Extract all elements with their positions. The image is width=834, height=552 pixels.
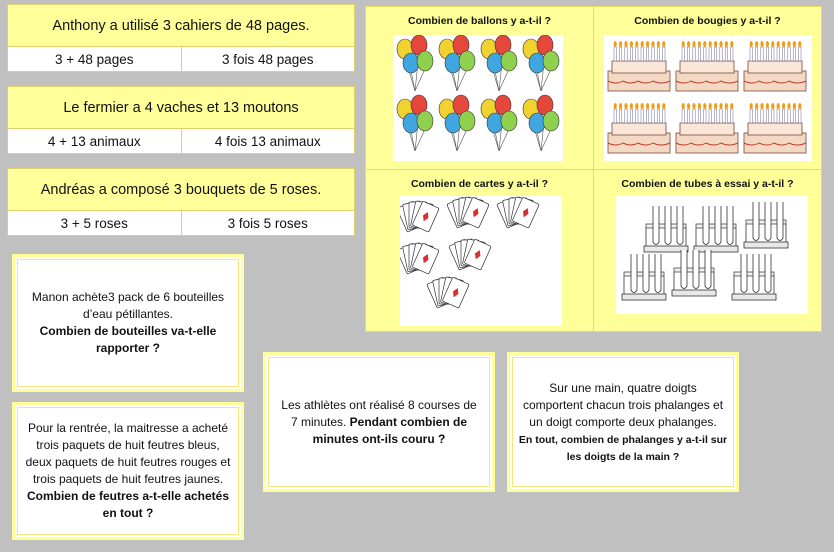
option-multiplication[interactable]: 3 fois 48 pages (181, 47, 355, 71)
playing-cards-icon (497, 197, 539, 228)
playing-cards-icon (449, 239, 491, 270)
birthday-cake-icon (676, 41, 738, 91)
birthday-cake-icon (744, 41, 806, 91)
balloons-picture (393, 35, 563, 161)
cell-balloons (366, 7, 593, 169)
test-tube-rack-icon (644, 206, 688, 252)
problem-text: Manon achète3 pack de 6 bouteilles d’eau pétillantes. (31, 290, 225, 321)
choice-question: Andréas a composé 3 bouquets de 5 roses. (8, 169, 354, 211)
problem-card-feutres (12, 402, 244, 540)
problem-question: Pendant combien de minutes ont-ils couru ? (312, 414, 468, 446)
balloon-group-icon (439, 35, 475, 91)
option-multiplication[interactable]: 3 fois 5 roses (181, 211, 355, 235)
test-tube-rack-icon (622, 254, 666, 300)
choice-question: Le fermier a 4 vaches et 13 moutons (8, 87, 354, 129)
test-tube-rack-icon (672, 250, 716, 296)
problem-question: Combien de feutres a-t-elle achetés en tout ? (26, 489, 230, 520)
option-addition[interactable]: 3 + 5 roses (8, 211, 181, 235)
playing-cards-icon (447, 197, 489, 228)
birthday-cake-icon (744, 103, 806, 153)
problem-card-main (507, 352, 739, 492)
birthday-cake-icon (608, 41, 670, 91)
problem-card-athletes (263, 352, 495, 492)
choice-question: Anthony a utilisé 3 cahiers de 48 pages. (8, 5, 354, 47)
birthday-cake-icon (608, 103, 670, 153)
problem-question: Combien de bouteilles va-t-elle rapporter ? (39, 324, 217, 355)
cell-tubes (594, 170, 821, 332)
birthday-cake-icon (676, 103, 738, 153)
tubes-picture (616, 196, 808, 314)
balloon-group-icon (481, 35, 517, 91)
problem-text: Sur une main, quatre doigts comportent chacun trois phalanges et un doigt comporte deux phalanges. (522, 380, 724, 429)
tubes-question: Combien de tubes à essai y a-t-il ? (621, 178, 794, 190)
option-addition[interactable]: 3 + 48 pages (8, 47, 181, 71)
choice-card-fermier (7, 86, 355, 154)
cell-candles (594, 7, 821, 169)
problem-card-manon (12, 254, 244, 392)
balloon-group-icon (523, 35, 559, 91)
test-tube-rack-icon (732, 254, 776, 300)
option-addition[interactable]: 4 + 13 animaux (8, 129, 181, 153)
problem-text: Les athlètes ont réalisé 8 courses de 7 minutes. (281, 397, 477, 429)
balloons-question: Combien de ballons y a-t-il ? (408, 15, 551, 27)
balloon-group-icon (397, 35, 433, 91)
candles-question: Combien de bougies y a-t-il ? (634, 15, 781, 27)
picture-question-grid (365, 6, 822, 332)
playing-cards-icon (400, 201, 439, 232)
test-tube-rack-icon (694, 206, 738, 252)
choice-card-cahiers (7, 4, 355, 72)
balloon-group-icon (397, 95, 433, 151)
balloon-group-icon (481, 95, 517, 151)
playing-cards-icon (427, 277, 469, 308)
cards-question: Combien de cartes y a-t-il ? (410, 178, 549, 190)
problem-text: Pour la rentrée, la maitresse a acheté trois paquets de huit feutres bleus, deux paquets de huit feutres rouges et trois paquets de huit feutres jaunes. (25, 421, 231, 486)
choice-card-bouquets (7, 168, 355, 236)
cakes-picture (604, 35, 812, 161)
option-multiplication[interactable]: 4 fois 13 animaux (181, 129, 355, 153)
playing-cards-icon (400, 243, 439, 274)
problem-question: En tout, combien de phalanges y a-t-il sur les doigts de la main ? (518, 433, 728, 463)
cell-cards (366, 170, 593, 332)
test-tube-rack-icon (744, 202, 788, 248)
balloon-group-icon (439, 95, 475, 151)
balloon-group-icon (523, 95, 559, 151)
cards-picture (400, 196, 562, 326)
